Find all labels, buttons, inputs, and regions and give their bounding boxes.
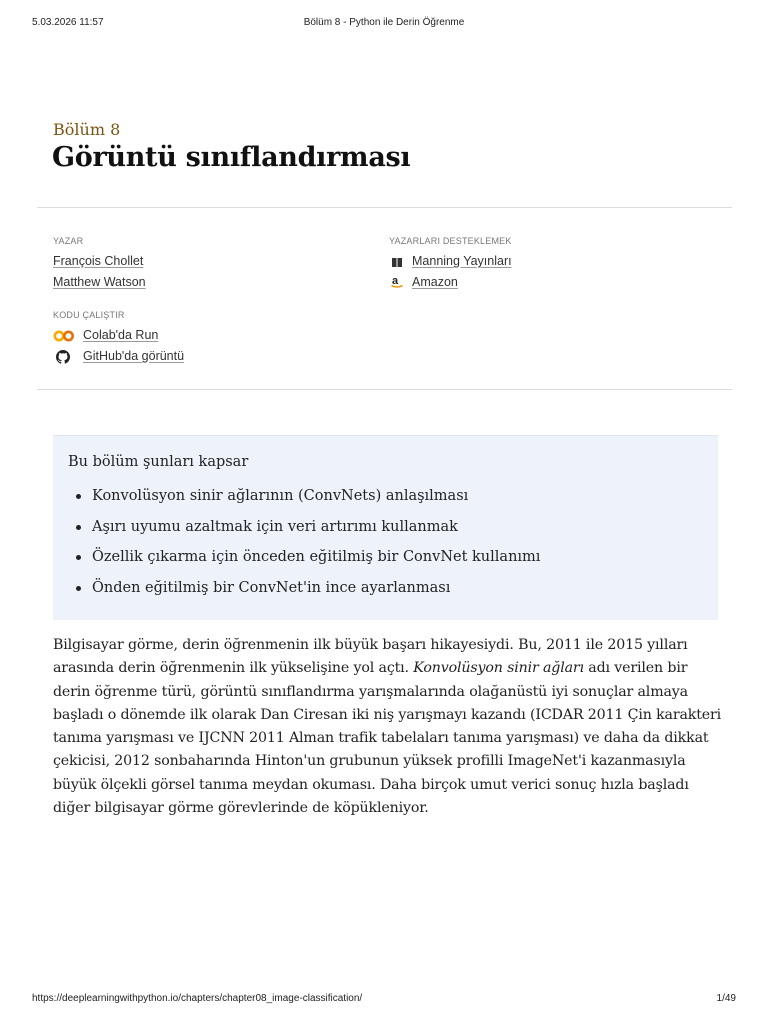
bullet-icon	[76, 525, 81, 530]
list-item-text: Konvolüsyon sinir ağlarının (ConvNets) anlaşılması	[92, 488, 469, 504]
book-icon	[389, 255, 405, 269]
bullet-icon	[76, 555, 81, 560]
paragraph-line: diğer bilgisayar görme görevlerinde de köpükleniyor.	[53, 800, 429, 817]
paragraph-line: derin öğrenme türü, görüntü sınıflandırma yarışmalarında olağanüstü iyi sonuçlar almaya	[53, 683, 688, 700]
colab-run-link[interactable]: Colab'da Run	[83, 328, 159, 342]
list-item-text: Önden eğitilmiş bir ConvNet'in ince ayarlanması	[92, 579, 451, 596]
print-header	[32, 17, 736, 31]
chapter-label: Bölüm 8	[53, 120, 121, 139]
manning-link[interactable]: Manning Yayınları	[412, 254, 512, 268]
chapter-covers-callout	[53, 435, 718, 620]
callout-title: Bu bölüm şunları kapsar	[68, 454, 249, 470]
divider-bottom	[37, 389, 732, 390]
paragraph-line: başladı o dönemde ilk olarak Dan Ciresan iki niş yarışmayı kazandı (ICDAR 2011 Çin karakteri	[53, 706, 722, 723]
paragraph-line	[53, 657, 723, 680]
amazon-icon	[389, 275, 405, 289]
list-item	[68, 517, 540, 548]
callout-list	[68, 486, 540, 608]
list-item-text: Özellik çıkarma için önceden eğitilmiş bir ConvNet kullanımı	[92, 549, 541, 565]
print-document-title: Bölüm 8 - Python ile Derin Öğrenme	[303, 17, 465, 28]
paragraph-line: büyük ölçekli görsel tanıma meydan okuması. Daha birçok umut verici sonuç hızla başladı	[53, 776, 689, 793]
paragraph-line: çekicisi, 2012 sonbaharında Hinton'un grubunun yüksek profilli ImageNet'i kazanmasıyla	[53, 753, 686, 770]
emphasized-term: Konvolüsyon sinir ağları	[413, 660, 584, 677]
amazon-link[interactable]: Amazon	[412, 275, 458, 289]
page-title: Görüntü sınıflandırması	[52, 142, 411, 173]
paragraph-line: tanıma yarışması ve IJCNN 2011 Alman trafik tabelaları tanıma yarışması) ve daha da dikkat	[53, 730, 709, 747]
print-url: https://deeplearningwithpython.io/chapters/chapter08_image-classification/	[32, 993, 363, 1004]
author-section-label: YAZAR	[53, 236, 84, 246]
page-number: 1/49	[716, 993, 736, 1004]
intro-paragraph	[53, 634, 723, 820]
list-item	[68, 486, 540, 517]
github-view-link[interactable]: GitHub'da görüntü	[83, 349, 185, 363]
paragraph-text: arasında derin öğrenmenin ilk yükselişine yol açtı.	[53, 660, 414, 677]
list-item	[68, 547, 540, 578]
divider-top	[37, 207, 732, 208]
list-item	[68, 578, 540, 609]
author-link-chollet[interactable]: François Chollet	[53, 254, 144, 268]
paragraph-line: Bilgisayar görme, derin öğrenmenin ilk büyük başarı hikayesiydi. Bu, 2011 ile 2015 yılları	[53, 637, 688, 653]
bullet-icon	[76, 494, 81, 499]
bullet-icon	[76, 586, 81, 591]
run-code-section-label: KODU ÇALIŞTIR	[53, 310, 125, 320]
list-item-text: Aşırı uyumu azaltmak için veri artırımı kullanmak	[92, 518, 458, 535]
support-section-label: YAZARLARI DESTEKLEMEK	[389, 236, 512, 246]
print-date: 5.03.2026 11:57	[32, 17, 104, 28]
github-icon	[55, 350, 71, 364]
author-link-watson[interactable]: Matthew Watson	[53, 275, 146, 289]
paragraph-text: adı verilen bir	[583, 660, 688, 677]
print-footer	[32, 993, 736, 1007]
svg-text:a: a	[392, 275, 399, 287]
colab-icon	[53, 329, 75, 343]
